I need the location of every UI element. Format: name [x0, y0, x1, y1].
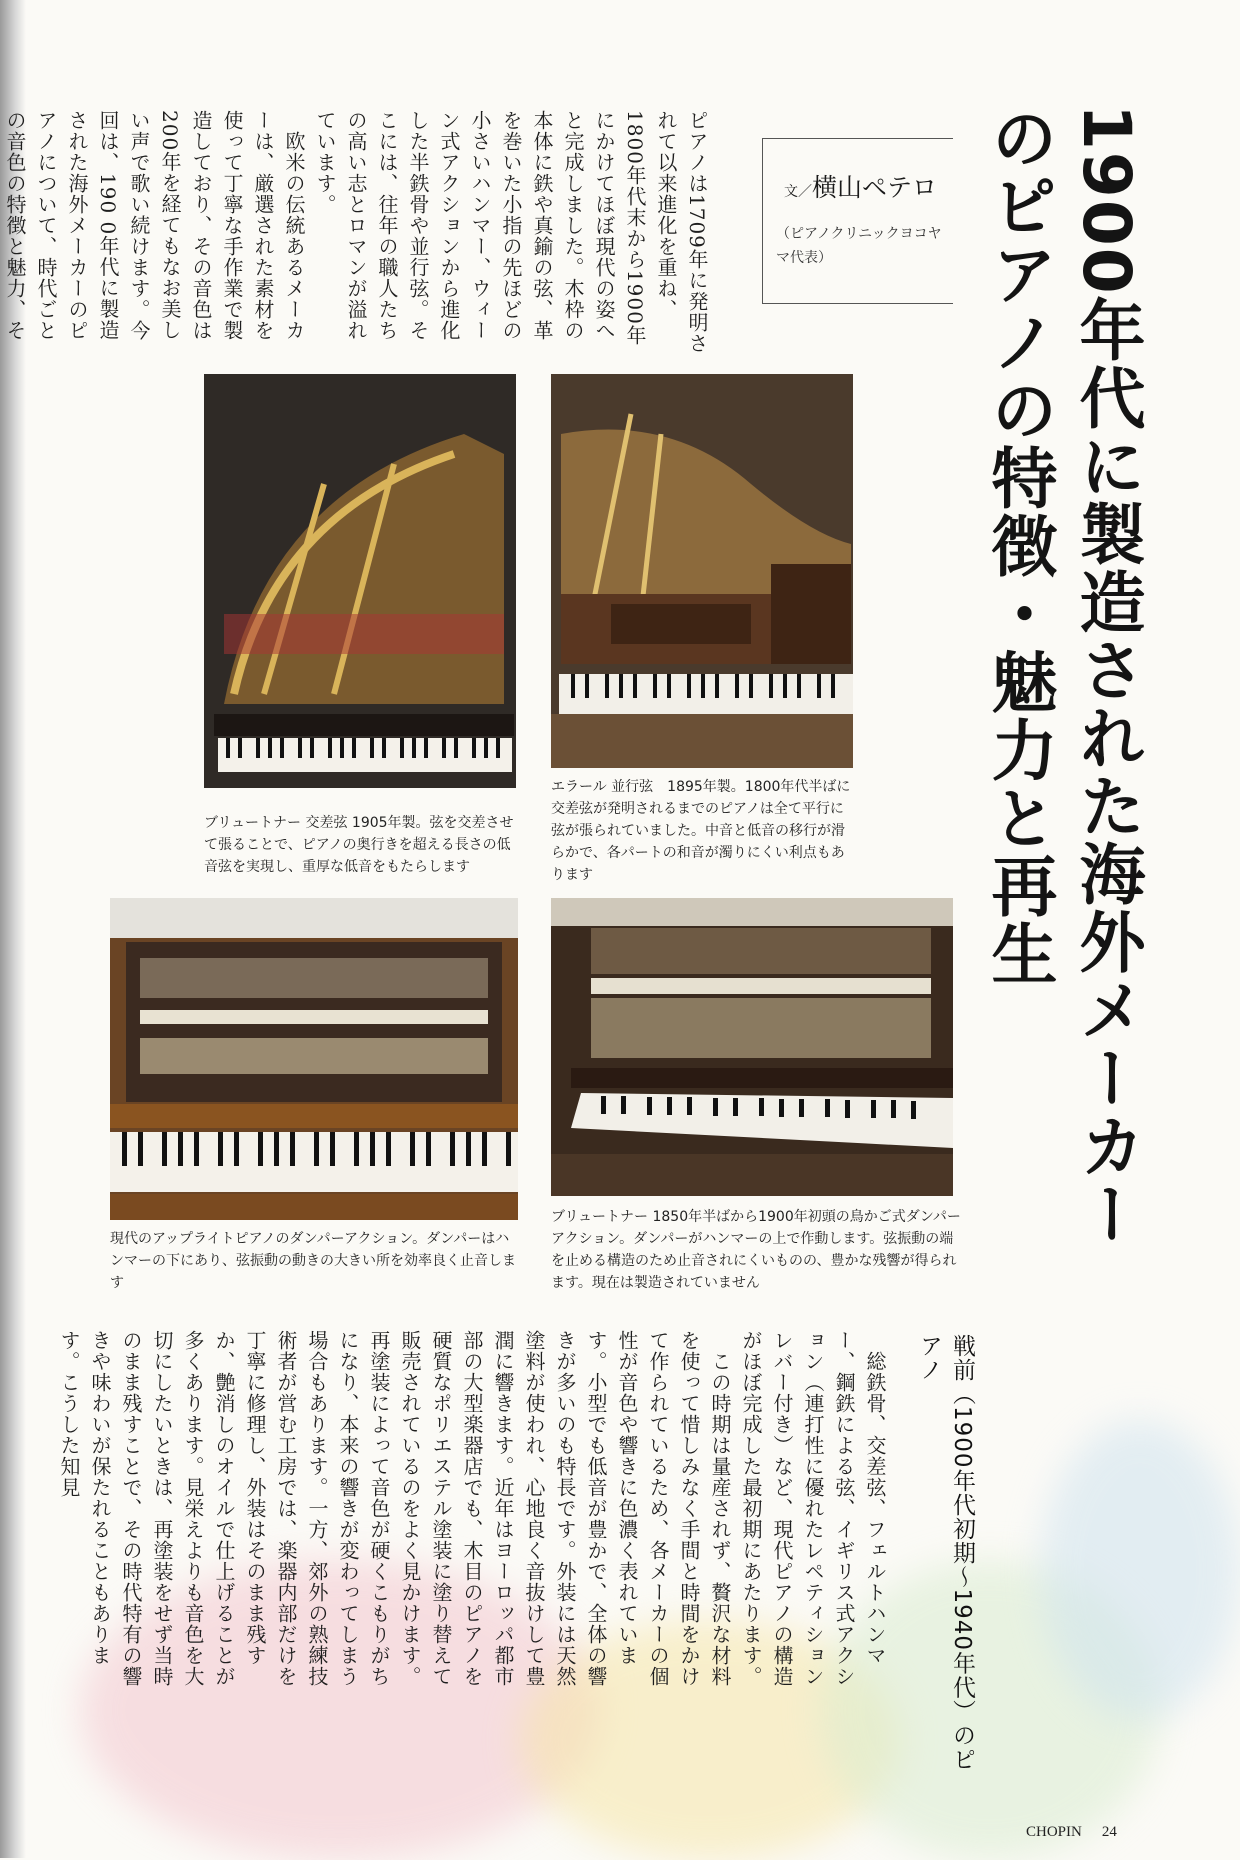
photo-erard-grand [551, 374, 853, 768]
author-box [762, 138, 953, 304]
section-body-text: 総鉄骨、交差弦、フェルトハンマー、鋼鉄による弦、イギリス式アクション（連打性に優れたレペティションレバー付き）など、現代ピアノの構造がほぼ完成した最初期にあたります。 この時期は量産されず、贅沢な材料を使って惜しみなく手間と時間をかけて作られているため、各メーカーの個性が音色や響きに色濃く表れています。小型でも低音が豊かで、全体の響きが多いのも特長です。外装には天然塗料が使われ、心地良く音抜けして豊潤に響きます。近年はヨーロッパ都市部の大型楽器店でも、木目のピアノを硬質なポリエステル塗装に塗り替えて販売されているのをよく見かけます。再塗装によって音色が硬くこもりがちになり、本来の響きが変わってしまう場合もあります。一方、郊外の熟練技術者が営む工房では、楽器内部だけを丁寧に修理し、外装はそのまま残すか、艶消しのオイルで仕上げることが多くあります。見栄えよりも音色を大切にしたいときは、再塗装をせず当時のまま残すことで、その時代特有の響きや味わいが保たれることもあります。こうした知見 [57, 1330, 887, 1687]
photo-caption-3: 現代のアップライトピアノのダンパーアクション。ダンパーはハンマーの下にあり、弦振動の動きの大きい所を効率良く止音します [110, 1231, 516, 1291]
photo-modern-upright [110, 898, 518, 1220]
author-byline [784, 168, 937, 204]
page-footer [1026, 1824, 1117, 1841]
photo-caption-1: ブリュートナー 交差弦 1905年製。弦を交差させて張ることで、ピアノの奥行きを超える長さの低音弦を実現し、重厚な低音をもたらします [204, 815, 514, 875]
watercolor-wash-blue [1040, 1420, 1240, 1720]
erard-grand-illustration [551, 374, 853, 768]
photo-bluthner-upright [551, 898, 953, 1196]
magazine-name: CHOPIN [1026, 1824, 1082, 1840]
photo-caption-2: エラール 並行弦 1895年製。1800年代半ばに交差弦が発明されるまでのピアノは全て平行に弦が張られていました。中音と低音の移行が滑らかで、各パートの和音が濁りにくい利点もあります [551, 779, 851, 883]
modern-upright-illustration [110, 898, 518, 1220]
bluthner-upright-illustration [551, 898, 953, 1196]
author-name: 横山ペテロ [812, 173, 938, 202]
author-prefix: 文／ [784, 184, 812, 200]
bluthner-grand-illustration [204, 374, 516, 788]
page-number: 24 [1101, 1824, 1117, 1840]
section-subheading: 戦前（1900年代初期～1940年代）のピアノ [916, 1334, 975, 1772]
photo-bluthner-grand [204, 374, 516, 788]
author-affiliation: （ピアノクリニックヨコヤマ代表） [776, 226, 942, 266]
photo-caption-4: ブリュートナー 1850年半ばから1900年初頭の鳥かご式ダンパーアクション。ダンパーがハンマーの上で作動します。弦振動の端を止める構造のため止音されにくいものの、豊かな残響が得られます。現在は製造されていません [551, 1209, 961, 1291]
article-title: 1900年代に製造された海外メーカーのピアノの特徴・魅力と再生 [980, 104, 1145, 1248]
intro-text: ピアノは1709年に発明されて以来進化を重ね、1800年代末から1900年にかけてほぼ現代の姿へと完成しました。木枠の本体に鉄や真鍮の弦、革を巻いた小指の先ほどの小さいハンマー、ウィーン式アクションから進化した半鉄骨や並行弦。そこには、往年の職人たちの高い志とロマンが溢れています。 欧米の伝統あるメーカーは、厳選された素材を使って丁寧な手作業で製造しており、その音色は200年を経てもなお美しい声で歌い続けます。今回は、190 0年代に製造された海外メーカーのピアノについて、時代ごとの音色の特徴と魅力、そ [3, 110, 709, 354]
